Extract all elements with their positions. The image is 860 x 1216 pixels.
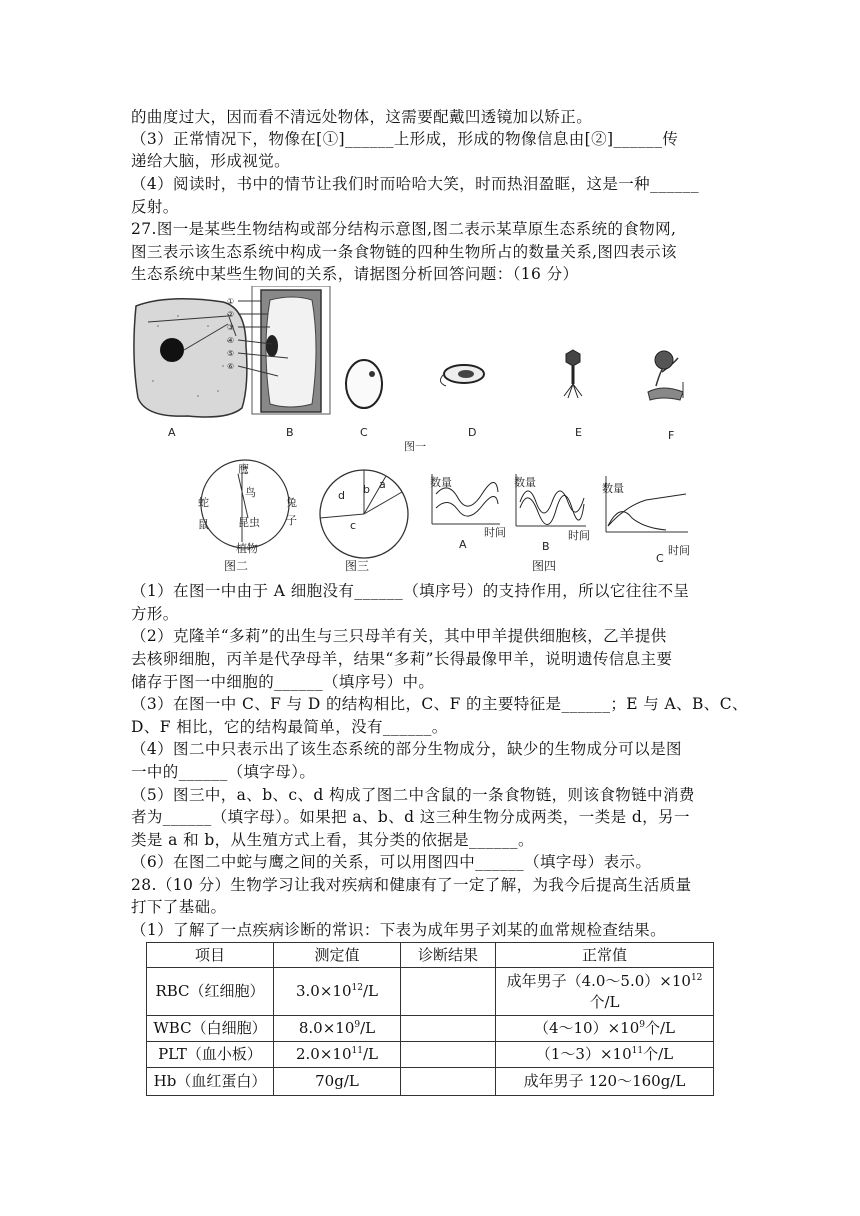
- graph-c-y-label: 数量: [602, 482, 624, 495]
- graph-b-label: B: [542, 540, 550, 553]
- cell-value: $2.0\times 10^{11}/L$: [274, 1042, 401, 1068]
- cell-label-f: F: [668, 429, 675, 442]
- header-item: 项目: [147, 943, 274, 968]
- question-line: D、F 相比，它的结构最简单，没有______。: [131, 718, 448, 736]
- cell-label-b: B: [286, 426, 294, 439]
- graph-a-label: A: [459, 538, 467, 551]
- question-line: 方形。: [131, 605, 179, 623]
- table-row: [147, 968, 714, 1016]
- cell-value: $8.0\times 10^9/L$: [274, 1016, 401, 1042]
- cell-normal: $(1\sim 3)\times 10^{11}$个/L: [496, 1042, 714, 1068]
- food-web-hawk: 鹰: [238, 463, 249, 476]
- cell-value: 70g/L: [274, 1068, 401, 1096]
- text-line: 的曲度过大，因而看不清远处物体，这需要配戴凹透镜加以矫正。: [131, 108, 593, 126]
- table-row: [147, 1042, 714, 1068]
- cell-value: $3.0\times 10^{12}/L$: [274, 968, 401, 1016]
- graph-b-curve-2: [520, 495, 584, 524]
- cell-item: PLT（血小板）: [147, 1042, 274, 1068]
- text-line: 27.图一是某些生物结构或部分结构示意图,图二表示某草原生态系统的食物网,: [131, 220, 677, 238]
- question-line: 一中的______（填字母）。: [131, 763, 316, 781]
- cell-normal: 成年男子 120～160g/L: [496, 1068, 714, 1096]
- label-6: ⑥: [227, 362, 235, 371]
- question-line: （1）在图一中由于 A 细胞没有______（填序号）的支持作用，所以它往往不呈: [131, 582, 690, 600]
- figure-one-caption: 图一: [404, 440, 426, 453]
- table-header-row: [147, 943, 714, 968]
- food-web-bird: 鸟: [245, 486, 256, 499]
- text-line: （4）阅读时，书中的情节让我们时而哈哈大笑，时而热泪盈眶，这是一种______: [131, 175, 699, 193]
- question-line: （5）图三中，a、b、c、d 构成了图二中含鼠的一条食物链，则该食物链中消费: [131, 786, 695, 804]
- figure-one-cells: [128, 286, 718, 452]
- text-line: （3）正常情况下，物像在[①]______上形成，形成的物像信息由[②]______传: [131, 130, 679, 148]
- question-line: 去核卵细胞，丙羊是代孕母羊，结果“多莉”长得最像甲羊，说明遗传信息主要: [131, 650, 673, 668]
- figure-three-pie: [316, 466, 412, 562]
- label-2: ②: [227, 310, 235, 319]
- yeast-cell: [346, 360, 382, 408]
- graph-c-curve-1: [608, 494, 686, 526]
- graph-c-x-label: 时间: [668, 544, 690, 557]
- table-row: [147, 1068, 714, 1096]
- cell-label-c: C: [360, 426, 368, 439]
- question-line: （1）了解了一点疾病诊断的常识：下表为成年男子刘某的血常规检查结果。: [131, 921, 666, 939]
- header-result: 诊断结果: [401, 943, 496, 968]
- question-line: 类是 a 和 b，从生殖方式上看，其分类的依据是______。: [131, 831, 534, 849]
- figure-four-caption: 图四: [532, 559, 557, 573]
- question-line: 打下了基础。: [131, 898, 227, 916]
- cell-label-d: D: [468, 426, 477, 439]
- graph-b-y-label: 数量: [514, 476, 536, 489]
- text-line: 生态系统中某些生物间的关系，请据图分析回答问题：（16 分）: [131, 265, 579, 283]
- blood-test-table: [146, 942, 714, 1096]
- question-line: 28.（10 分）生物学习让我对疾病和健康有了一定了解，为我今后提高生活质量: [131, 876, 692, 894]
- cell-normal: $(4\sim 10)\times 10^9$个/L: [496, 1016, 714, 1042]
- graph-b-x-label: 时间: [568, 529, 590, 542]
- food-web-zi: 子: [286, 514, 297, 527]
- question-line: （6）在图二中蛇与鹰之间的关系，可以用图四中______（填字母）表示。: [131, 853, 652, 871]
- virus-head: [566, 350, 580, 366]
- pie-label-b: b: [363, 483, 370, 496]
- text-line: 反射。: [131, 198, 179, 216]
- cell-result: [401, 1068, 496, 1096]
- question-line: （2）克隆羊“多莉”的出生与三只母羊有关，其中甲羊提供细胞核，乙羊提供: [131, 627, 667, 645]
- table-row: [147, 1016, 714, 1042]
- figure-three-caption: 图三: [345, 559, 370, 573]
- graph-c-curve-2: [608, 512, 666, 530]
- header-value: 测定值: [274, 943, 401, 968]
- label-5: ⑤: [227, 349, 235, 358]
- cell-label-a: A: [168, 426, 176, 439]
- text-line: 图三表示该生态系统中构成一条食物链的四种生物所占的数量关系,图四表示该: [131, 243, 677, 261]
- pie-label-d: d: [338, 489, 345, 502]
- cell-item: Hb（血红蛋白）: [147, 1068, 274, 1096]
- pie-label-c: c: [350, 519, 357, 532]
- text-line: 递给大脑，形成视觉。: [131, 152, 291, 170]
- plant-nucleus: [266, 335, 278, 357]
- cell-normal: 成年男子$(4.0\sim 5.0)\times 10^{12}$ 个/L: [496, 968, 714, 1016]
- cell-result: [401, 1016, 496, 1042]
- cell-item: RBC（红细胞）: [147, 968, 274, 1016]
- pie-label-a: a: [379, 478, 386, 491]
- cell-result: [401, 968, 496, 1016]
- cell-item: WBC（白细胞）: [147, 1016, 274, 1042]
- question-line: 者为______（填字母）。如果把 a、b、d 这三种生物分成两类，一类是 d，另一: [131, 808, 690, 826]
- cell-label-e: E: [575, 426, 582, 439]
- graph-a-y-label: 数量: [430, 476, 452, 489]
- label-3: ③: [227, 323, 235, 332]
- cell-result: [401, 1042, 496, 1068]
- question-line: （3）在图一中 C、F 与 D 的结构相比，C、F 的主要特征是______；E 与 A、B、C、: [131, 695, 748, 713]
- label-1: ①: [227, 297, 235, 306]
- food-web-rat: 鼠: [198, 518, 209, 531]
- question-line: 储存于图一中细胞的______（填序号）中。: [131, 673, 435, 691]
- graph-a-x-label: 时间: [484, 526, 506, 539]
- graph-b-curve-1: [520, 491, 584, 513]
- animal-nucleus: [160, 338, 184, 362]
- graph-c-label: C: [656, 552, 664, 565]
- label-4: ④: [227, 336, 235, 345]
- food-web-rabbit: 兔: [286, 496, 297, 509]
- figure-two-caption: 图二: [224, 559, 249, 573]
- food-web-snake: 蛇: [198, 496, 209, 509]
- question-line: （4）图二中只表示出了该生态系统的部分生物成分，缺少的生物成分可以是图: [131, 740, 682, 758]
- food-web-plant: 植物: [236, 542, 258, 555]
- header-normal: 正常值: [496, 943, 714, 968]
- food-web-insect: 昆虫: [238, 516, 260, 529]
